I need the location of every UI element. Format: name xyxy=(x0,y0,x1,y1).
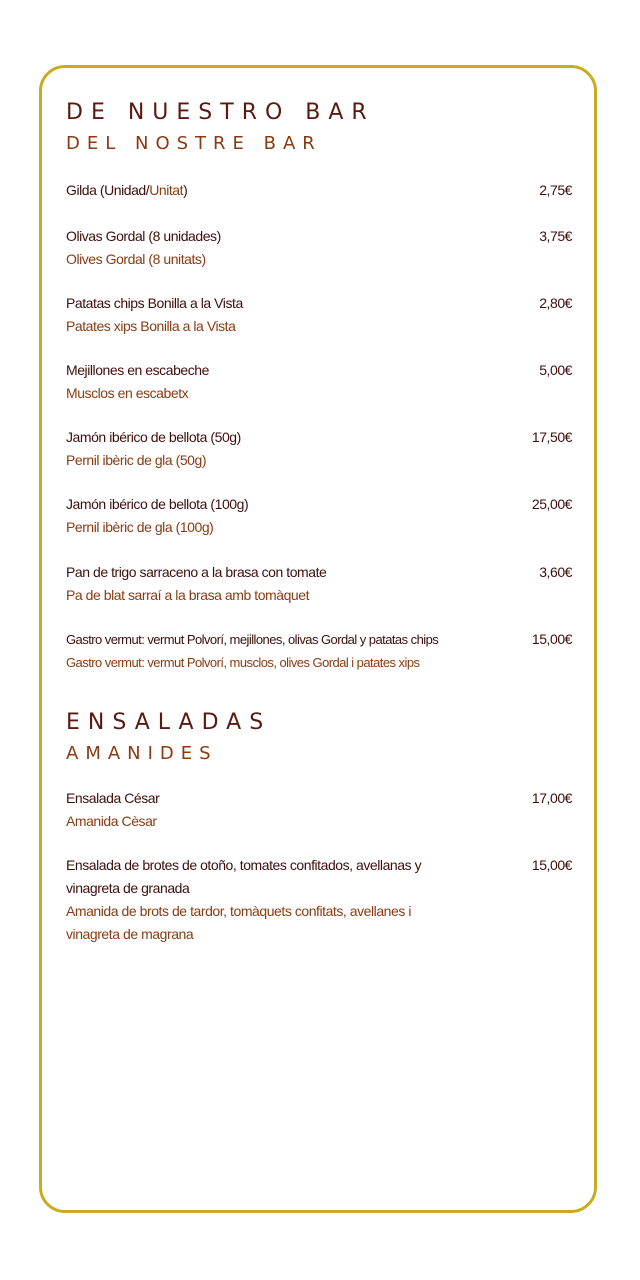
item-name-ca: Olives Gordal (8 unitats) xyxy=(66,251,206,267)
item-price: 3,60€ xyxy=(539,564,572,580)
item-name-es: Mejillones en escabeche xyxy=(66,362,209,378)
item-name-ca: Pernil ibèric de gla (100g) xyxy=(66,519,214,535)
item-name-es: Ensalada de brotes de otoño, tomates confitados, avellanas y vinagreta de granada xyxy=(66,857,422,896)
item-name-es: Jamón ibérico de bellota (50g) xyxy=(66,429,241,445)
item-price: 2,80€ xyxy=(539,295,572,311)
item-name-ca-inline: Unitat xyxy=(149,182,184,198)
item-price: 15,00€ xyxy=(531,857,572,873)
section-title-es: DE NUESTRO BAR xyxy=(66,100,375,125)
item-name-es: Pan de trigo sarraceno a la brasa con tomate xyxy=(66,564,327,580)
item-name-ca: Pa de blat sarraí a la brasa amb tomàquet xyxy=(66,587,310,603)
section-title-ca: DEL NOSTRE BAR xyxy=(66,133,322,154)
section-title-es: ENSALADAS xyxy=(66,710,272,735)
item-name-es: Gastro vermut: vermut Polvorí, mejillones, olivas Gordal y patatas chips xyxy=(66,632,439,647)
item-price: 2,75€ xyxy=(539,182,572,198)
menu-item xyxy=(66,787,572,833)
item-price: 17,50€ xyxy=(531,429,572,445)
menu-item xyxy=(66,628,572,674)
menu-item xyxy=(66,493,572,539)
item-name-ca: Pernil ibèric de gla (50g) xyxy=(66,452,207,468)
menu-item xyxy=(66,426,572,472)
item-name-es: Patatas chips Bonilla a la Vista xyxy=(66,295,243,311)
item-name-es: Jamón ibérico de bellota (100g) xyxy=(66,496,249,512)
menu-item xyxy=(66,854,572,946)
section-de-nuestro-bar xyxy=(66,102,572,153)
item-name-ca: Amanida de brots de tardor, tomàquets confitats, avellanes i vinagreta de magrana xyxy=(66,903,411,942)
menu-item xyxy=(66,561,572,607)
menu-item xyxy=(66,179,572,202)
item-name-es: Gilda (Unidad/Unitat) xyxy=(66,182,188,198)
menu-card xyxy=(39,65,597,1213)
item-name-ca: Musclos en escabetx xyxy=(66,385,189,401)
section-ensaladas xyxy=(66,712,572,763)
item-price: 5,00€ xyxy=(539,362,572,378)
item-price: 17,00€ xyxy=(531,790,572,806)
menu-item xyxy=(66,359,572,405)
item-price: 3,75€ xyxy=(539,228,572,244)
item-name-ca: Patates xips Bonilla a la Vista xyxy=(66,318,236,334)
item-name-es: Ensalada César xyxy=(66,790,160,806)
item-name-ca: Gastro vermut: vermut Polvorí, musclos, olives Gordal i patates xips xyxy=(66,655,420,670)
section-title-ca: AMANIDES xyxy=(66,743,218,764)
item-name-es: Olivas Gordal (8 unidades) xyxy=(66,228,221,244)
item-name-ca: Amanida Cèsar xyxy=(66,813,157,829)
menu-item xyxy=(66,292,572,338)
menu-item xyxy=(66,225,572,271)
item-price: 15,00€ xyxy=(531,631,572,647)
item-price: 25,00€ xyxy=(531,496,572,512)
